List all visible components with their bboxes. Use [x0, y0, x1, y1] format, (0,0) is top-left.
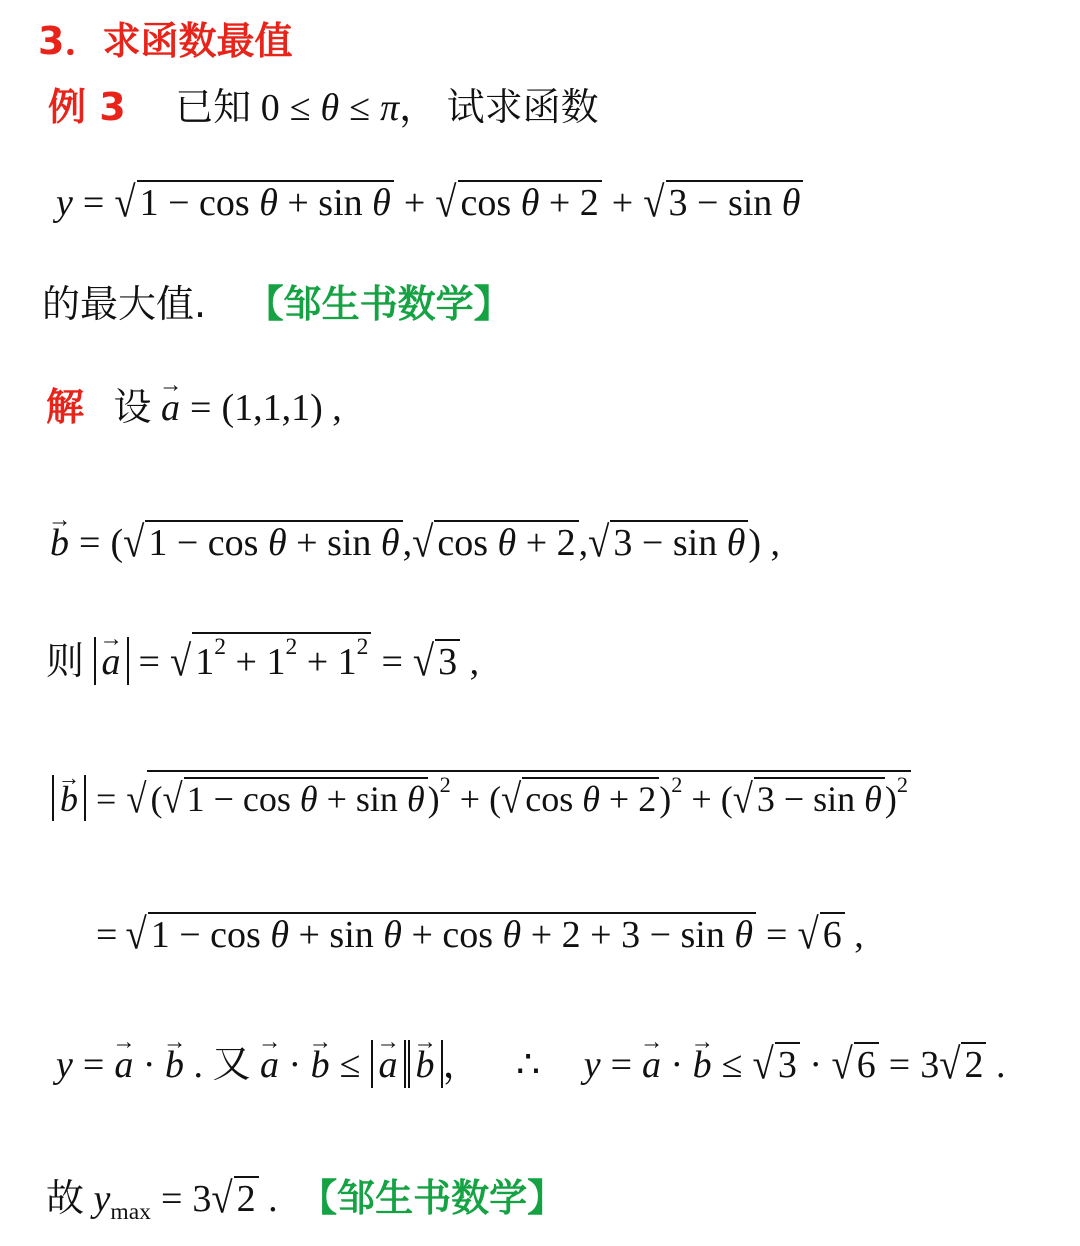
result-line: [46, 1176, 565, 1225]
cauchy-inequality: y =→ a · → b . 又 → a · → b ≤→ a→ b ， ∴ y =→ a · → b ≤ √ 3 · √ 6 = 3√ 2 .: [56, 1040, 1005, 1088]
source-tag-2: 【邹生书数学】: [299, 1176, 566, 1220]
vector-b-def: → b = (√ 1 − cos θ + sin θ,√ cos θ + 2,√ 3 − sin θ) ,: [50, 520, 780, 563]
problem-intro: 已知: [175, 85, 252, 129]
example-label: 例 3: [48, 85, 126, 129]
therefore-symbol: ∴: [516, 1044, 541, 1086]
problem-equation: y = √ 1 − cos θ + sin θ + √ cos θ + 2 + √ 3 − sin θ: [56, 180, 803, 223]
solution-label: 解: [46, 385, 85, 429]
norm-b-1: → b = √ (√ 1 − cos θ + sin θ)$^2$ + (√ cos θ + 2)$^2$ + (√ 3 − sin θ)$^2$: [52, 770, 911, 821]
problem-statement: [48, 85, 599, 129]
problem-condition: 0 ≤ θ ≤ π: [260, 87, 400, 129]
then-word: 则: [46, 639, 85, 684]
norm-a: 则 → a = √ $1^2 + 1^2 + 1^2$ = √ 3 ,: [46, 632, 479, 685]
section-title: 3．求函数最值: [38, 19, 293, 63]
problem-tail: 的最大值.: [42, 282, 207, 326]
solution-set-a: [46, 385, 342, 429]
problem-tail-line: [42, 282, 512, 326]
problem-comma: ，: [399, 85, 438, 129]
problem-ask: 试求函数: [446, 85, 599, 129]
hence-word: 故: [46, 1176, 85, 1220]
vector-a-def: → a = (1,1,1) ,: [161, 387, 342, 429]
source-tag: 【邹生书数学】: [245, 282, 512, 326]
solution-set: 设: [113, 385, 152, 429]
norm-b-2: = √ 1 − cos θ + sin θ + cos θ + 2 + 3 − sin θ = √ 6 ,: [96, 910, 864, 959]
result-expression: $y_{max} = 3√$ 2 .: [93, 1174, 278, 1226]
also-word: 又: [212, 1042, 251, 1086]
